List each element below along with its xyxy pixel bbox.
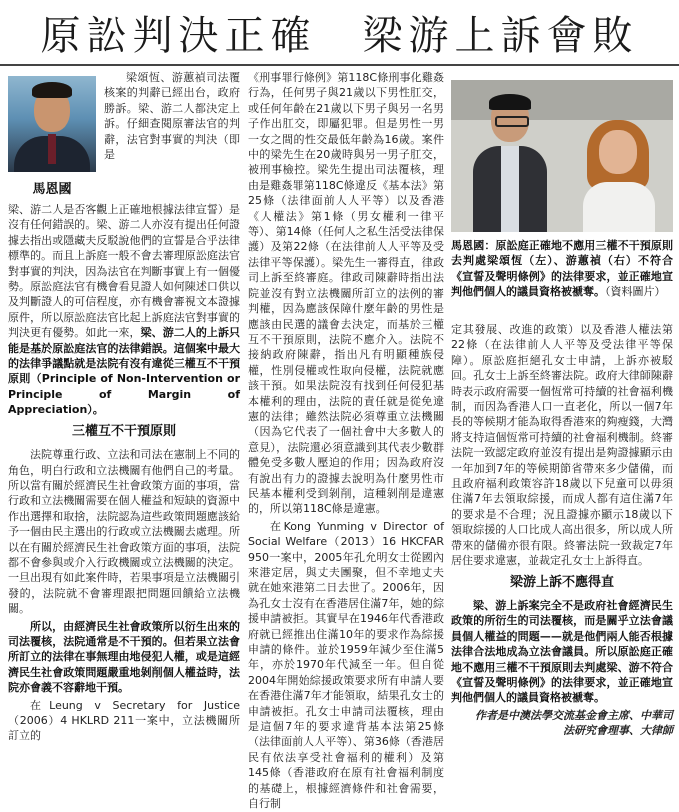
article-column-3 <box>451 322 673 798</box>
author-byline: 作者是中澳法學交流基金會主席、中華司法研究會理事、大律師 <box>475 708 673 738</box>
photo-hair-left <box>489 94 531 110</box>
col1-side-text <box>104 70 240 202</box>
col1-intro-side: 梁頌恆、游蕙禎司法覆核案的判辭已經出台，政府勝訴。梁、游二人都決定上訴。仔細查閱原審法官的判辭，法官對事實的判決（即是 <box>104 71 240 162</box>
photo-person-left <box>471 94 549 232</box>
photo-caption-text: 馬恩國：原訟庭正確地不應用三權不干預原則去判處梁頌恆（左）、游蕙禎（右）不符合《宣誓及聲明條例》的法律要求，並正確地宣判他們個人的議員資格被褫奪。 <box>451 239 673 299</box>
col3-paragraph-2: 梁、游上訴案完全不是政府社會經濟民生政策的所衍生的司法覆核，而是關乎立法會議員個人權益的問題——就是他們兩人能否根據法律合法地成為立法會議員。所以原訟庭正確地不應用三權不干預原則去判處梁、游不符合《宣誓及聲明條例》的法律要求，並正確地宣判他們個人的議員資格被褫奪。 <box>451 598 673 705</box>
col3-paragraph-1: 定其發展、改進的政策）以及香港人權法第22條（在法律前人人平等及受法律平等保障）。原訟庭拒絕孔女士申請，上訴亦被駁回。孔女士上訴至終審法院。政府大律師陳辭時表示政府需要一個恆常可持續的社會福利機制，而因為香港人口一直老化，所以一個7年長的等候期才能為取得香港來的夠瘦錢，大灣將支持這個恆常可持續的社會福利機制。終審法院一致認定政府並沒有提出是夠證據顯示由一年加到7年的等候期節省帶來多少儲備，而且政府福利政策容許18歲以下兒童可以毋須住滿7年去領取綜援，而成人都有這住滿7年的要求是不合理；況且證據亦顯示18歲以下領取綜援的人口比成人高出很多，所以成人所帶來的儲備亦很有限。終審法院一致裁定7年居住要求違憲，並裁定孔女士上訴得直。 <box>451 323 673 568</box>
photo-shirt <box>501 146 519 232</box>
news-photo <box>451 80 673 232</box>
photo-caption <box>451 238 673 300</box>
subheading-appeal: 梁游上訴不應得直 <box>509 574 614 590</box>
photo-face-right <box>599 130 637 174</box>
headline: 原訟判決正確 梁游上訴會敗 <box>0 0 679 66</box>
col2-paragraph-1: 《刑事罪行條例》第118C條刑事化雞姦行為，任何男子與21歲以下男性肛交，或任何年齡在21歲以下男子與另一名男子作出肛交，即屬犯罪。但是男性一男一女之間的性交最低年齡為16歲。案件中的梁先生在20歲時與另一男子肛交，被刑事檢控。梁先生提出司法覆核，理由是雞姦罪第118C條違反《基本法》第25條（法律面前人人平等）以及香港《人權法》第1條（男女權利一律平等）、第14條（任何人之私生活受法律保護）及第22條（在法律前人人平等及受法律平等保護）。梁先生一審得直，律政司上訴至終審庭。律政司陳辭時指出法院並沒有對立法機關所訂立的法例的審判權，因為應該保障什麼年齡的男性是應該由民選的議會去決定，而基於三權互不干預原則，法院不應介入。法院不接納政府陳辭，指出凡有明顯種族侵權，性別侵權或性取向侵權，法院就應該干預。如果法院沒有找到任何侵犯基本權利的理由，法院的責任就是從免違憲的法律；雖然法院必須尊重立法機關（因為它代表了一個社會中大多數人的意見），法院還必須意識到其代表少數群體免受多數人壓迫的作用；因為政府沒有說出有力的證據去說明為什麼男性市民基本權利受到剝削，這種剝削是違憲的，所以第118C條是違憲。 <box>248 71 444 516</box>
article-column-2 <box>248 70 444 811</box>
photo-person-right <box>579 120 659 232</box>
photo-tie <box>48 134 56 164</box>
col1-intro-rest: 梁、游二人是否客觀上正確地根據法律宣誓）是沒有任何錯誤的。梁、游二人亦沒有提出任何證據去指出或隱藏夫反駁說他們的宣誓是合乎法律標準的。而且上訴庭一般不會去審理原訟庭法官對事實的判決，因為法官在判斷事實上有一個優勢。原訟庭法官有機會看見證人如何陳述口供以及判斷證人的可信程度，亦有機會審視文本證據原件，所以原訟庭法官比起上訴庭法官對事實的判決更有優勢。如此一來， <box>8 203 240 340</box>
photo-hair <box>32 82 72 98</box>
author-photo <box>8 76 96 172</box>
col1-intro <box>8 202 240 418</box>
photo-top <box>583 182 655 232</box>
author-name: 馬恩國 <box>32 182 72 197</box>
col1-paragraph-4: 在Leung v Secretary for Justice（2006）4 HKLRD 211一案中，立法機關所訂立的 <box>8 698 240 743</box>
article-column-1 <box>8 202 240 798</box>
photo-source: （資料圖片） <box>605 285 666 299</box>
col2-paragraph-2: 在Kong Yunming v Director of Social Welfare（2013）16 HKCFAR 950一案中，2005年孔允明女士從國內來港定居，與丈夫團聚，但不幸地丈夫就在她來港第二日去世了。2006年，因為孔女士沒有在香港居住滿7年，她的綜援申請被拒。其實早在1946年代香港政府就已經推出住滿10年的要求作為綜援申請的條件。並於1959年減少至住滿5年，亦於1970年代減至一年。但自從2004年開始綜援政策要求所有申請人要在香港住滿7年才能領取，結果孔女士的申請被拒。孔女士申請司法覆核，理由是這個7年的要求違背基本法第25條（法律面前人人平等）、第36條（香港居民有依法享受社會福利的權利）及第145條（香港政府在原有社會福利制度的基礎上，根據經濟條件和社會需要，自行制 <box>248 519 444 811</box>
col1-intro-bold: 梁、游二人的上訴只能是基於原訟庭法官的法律錯誤。這個案中最大的法律爭議點就是法院有沒有違從三權互不干預原則（Principle of Non-Intervention or Principle of Margin of Appreciation）。 <box>8 326 241 417</box>
photo-glasses <box>495 116 529 127</box>
subheading-nonintervention: 三權互不干預原則 <box>71 423 176 439</box>
col1-paragraph-3: 所以，由經濟民生社會政策所以衍生出來的司法覆核，法院通常是不干預的。但若果立法會所訂立的法律在事無理由地侵犯人權，或是這經濟民生社會政策問題嚴重地剝削個人權益時，法院亦會義不容辭地干預。 <box>8 619 240 695</box>
col1-paragraph-2: 法院尊重行政、立法和司法在憲制上不同的角色，明白行政和立法機關有他們自己的考量。所以當有關於經濟民生社會政策方面的事項，當行政和立法機關需要在個人權益和短缺的資源中作出選擇和取捨，法院認為這些政策問題應該給予一個由民主選出的行政或立法機關去處理。所以在有關於經濟民生社會政策方面的事項，法院都不會參與或介入行政機關或立法機關的決定。一旦出現有如此案件時，若果事項是立法機關引發的，法院就不會審理跟把問題回饋給立法機關。 <box>8 448 240 616</box>
